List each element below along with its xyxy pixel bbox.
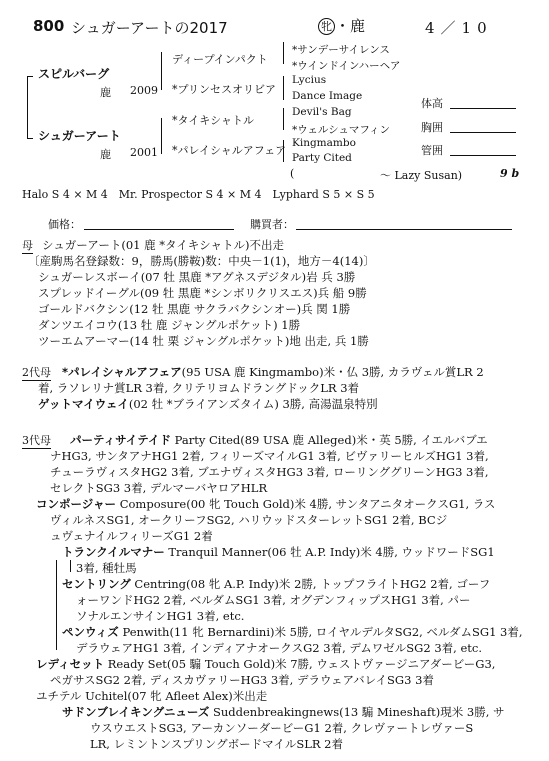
sire-dam: *プリンセスオリビア <box>172 83 277 96</box>
descendant-name: レディセット <box>36 657 105 671</box>
bracket <box>283 42 284 64</box>
sire-sire: ディープインパクト <box>172 53 268 66</box>
cannon-blank <box>450 155 516 156</box>
descendant-name: セントリング <box>62 577 131 591</box>
offspring-name: ゲットマイウェイ <box>38 397 129 411</box>
price-blank <box>84 229 234 230</box>
offspring-name: ツーエムアーマー(14 牡 栗 ジャングルポケット) <box>38 334 290 348</box>
dam-name: シュガーアート <box>38 129 121 143</box>
offspring-name: シュガーレスボーイ(07 牡 黒鹿 *アグネスデジタル) <box>38 270 307 284</box>
descendant-record: Tranquil Manner(06 牡 A.P. Indy)米 4勝, ウッドワードSG1 <box>164 545 495 559</box>
birth-date: 4／10 <box>425 19 493 37</box>
sex-color <box>318 15 365 36</box>
bracket <box>161 52 162 90</box>
dam-line <box>38 301 350 317</box>
rank-badge: 9 b <box>500 167 520 180</box>
second-dam-record: (95 USA 鹿 Kingmambo)米・仏 3勝, カラヴェル賞LR 2 <box>181 365 484 379</box>
offspring-result: 地 出走, 兵 1勝 <box>289 334 369 348</box>
dam-section-label: 母 <box>22 239 33 252</box>
third-dam-line: ウスウエストSG3, アーカンソーダービーG1 2着, クレヴァートレヴァーS <box>90 721 474 735</box>
sire-name: スピルバーグ <box>38 67 110 81</box>
second-dam-line <box>62 364 484 380</box>
ds-dam: *ウェルシュマフィン <box>292 124 391 136</box>
offspring-result: 兵 船 9勝 <box>317 286 367 300</box>
tree-line <box>56 560 57 650</box>
price-label: 価格： <box>48 218 81 231</box>
offspring-name: ゴールドバクシン(12 牡 黒鹿 サクラバクシンオー) <box>38 302 302 316</box>
bracket <box>27 76 33 77</box>
dam-line <box>38 269 355 285</box>
descendant-name: サドンブレイキングニューズ <box>62 705 210 719</box>
third-dam-line: デラウェアHG1 3着, インディアナオークスG2 3着, デムワゼルSG2 3着, etc. <box>76 641 482 655</box>
tree-line <box>70 560 71 572</box>
dam-sire: *タイキシャトル <box>172 114 254 127</box>
dam-line <box>38 333 369 349</box>
third-dam-line <box>62 624 523 640</box>
third-dam-line: ソナルエンサインHG1 3着, etc. <box>76 609 245 623</box>
third-dam-line: ォーワンドHG2 2着, ベルダムSG1 3着, オグデンフィップスHG1 3着, パー <box>76 593 471 607</box>
third-dam-line <box>62 576 490 592</box>
dam-line: ダンツエイコウ(13 牡 鹿 ジャングルポケット) 1勝 <box>38 318 301 332</box>
second-dam-line: 着, ラソレリナ賞LR 3着, クリテリヨムドラングドックLR 3着 <box>38 381 360 395</box>
third-dam-line: チューラヴィスタHG2 3着, ブエナヴィスタHG3 3着, ローリンググリーンHG3 3着, <box>50 465 489 479</box>
lot-number: 800 <box>33 17 65 35</box>
height-blank <box>450 108 516 109</box>
descendant-record: Party Cited(89 USA 鹿 Alleged)米・英 5勝, イエルバブエ <box>170 433 488 447</box>
third-dam-line: ユチテル Uchitel(07 牝 Afleet Alex)米出走 <box>36 689 268 703</box>
descendant-record: Composure(00 牝 Touch Gold)米 4勝, サンタアニタオークスG1, ラス <box>116 497 496 511</box>
bracket <box>27 138 33 139</box>
dam-line: シュガーアート(01 鹿 *タイキシャトル)不出走 <box>42 238 284 252</box>
third-dam-line <box>70 432 488 448</box>
third-dam-line: セレクトSG3 3着, デルマーバヤロアHLR <box>50 481 268 495</box>
third-dam-line: ナHG3, サンタアナHG1 2着, フィリーズマイルG1 3着, ビヴァリーヒルズHG1 3着, <box>50 449 489 463</box>
third-dam-line: ヴィルネスSG1, オークリーフSG2, ハリウッドスターレットSG1 2着, BCジ <box>50 513 448 527</box>
third-dam-line <box>36 656 495 672</box>
dd-dam: Party Cited <box>292 152 352 164</box>
descendant-name: トランクイルマナー <box>62 545 165 559</box>
descendant-name: ペンウィズ <box>62 625 119 639</box>
sd-sire: Lycius <box>292 74 327 86</box>
third-dam-line: ュヴェナイルフィリーズG1 2着 <box>50 529 213 543</box>
offspring-result: 兵 関 1勝 <box>301 302 351 316</box>
chest-label: 胸囲 <box>421 121 443 134</box>
descendant-record: Centring(08 牝 A.P. Indy)米 2勝, トップフライトHG2 2着, ゴーフ <box>130 577 491 591</box>
bracket <box>27 76 28 138</box>
buyer-blank <box>296 229 512 230</box>
dam-dam: *パレイシャルアフェア <box>172 144 287 157</box>
ds-sire: Devil's Bag <box>292 106 352 118</box>
pedigree-bottom-right: ～ Lazy Susan) <box>380 169 463 182</box>
second-dam-name: *パレイシャルアフェア <box>62 365 182 379</box>
chest-blank <box>450 132 516 133</box>
offspring-record: (02 牡 *ブライアンズタイム) 3勝, 高湯温泉特別 <box>128 397 378 411</box>
offspring-result: 岩 兵 3勝 <box>306 270 356 284</box>
second-dam-line <box>38 396 378 412</box>
third-dam-line <box>62 544 495 560</box>
coat-color: ・鹿 <box>335 17 366 35</box>
third-dam-line <box>36 496 495 512</box>
bracket <box>283 76 284 100</box>
descendant-record: Suddenbreakingnews(13 騸 Mineshaft)現米 3勝, サ <box>209 705 505 719</box>
dam-line: 〔産駒馬名登録数：9，勝馬(勝鞍)数：中央－1(1)，地方－4(14)〕 <box>28 254 375 268</box>
cannon-label: 管囲 <box>421 144 443 157</box>
third-dam-label: 3代母 <box>22 434 51 447</box>
dam-line <box>38 285 367 301</box>
second-dam-label: 2代母 <box>22 366 51 379</box>
sire-color: 鹿 <box>100 86 111 99</box>
descendant-record: Penwith(11 牝 Bernardini)米 5勝, ロイヤルデルタSG2, ベルダムSG1 3着, <box>118 625 523 639</box>
third-dam-line: 3着, 種牡馬 <box>76 561 137 575</box>
bracket <box>161 118 162 154</box>
sex-mark: 牝 <box>318 18 335 35</box>
third-dam-line: LR, レミントンスプリングボードマイルSLR 2着 <box>90 737 343 751</box>
descendant-name: コンポージャー <box>36 497 117 511</box>
descendant-record: Ready Set(05 騸 Touch Gold)米 7勝, ウェストヴァージニアダービーG3, <box>104 657 496 671</box>
dd-sire: Kingmambo <box>292 137 356 149</box>
bracket <box>283 108 284 130</box>
sd-dam: Dance Image <box>292 90 363 102</box>
inbreeding: Halo S 4 × M 4 Mr. Prospector S 4 × M 4 Lyphard S 5 × S 5 <box>22 188 375 201</box>
sire-year: 2009 <box>130 84 158 97</box>
buyer-label: 購買者： <box>250 218 294 231</box>
descendant-name: パーティサイテイド <box>70 433 171 447</box>
ss-dam: *ウインドインハーヘア <box>292 60 401 72</box>
dam-year: 2001 <box>130 146 158 159</box>
offspring-name: スプレッドイーグル(09 牡 黒鹿 *シンボリクリスエス) <box>38 286 318 300</box>
height-label: 体高 <box>421 97 443 110</box>
dam-color: 鹿 <box>100 148 111 161</box>
third-dam-line: ペガサスSG2 2着, ディスカヴァリーHG3 3着, デラウェアバレイSG3 3着 <box>50 673 434 687</box>
third-dam-line <box>62 704 505 720</box>
pedigree-bottom-left: ( <box>290 167 295 180</box>
ss-sire: *サンデーサイレンス <box>292 44 390 56</box>
horse-title: シュガーアートの2017 <box>71 19 228 37</box>
